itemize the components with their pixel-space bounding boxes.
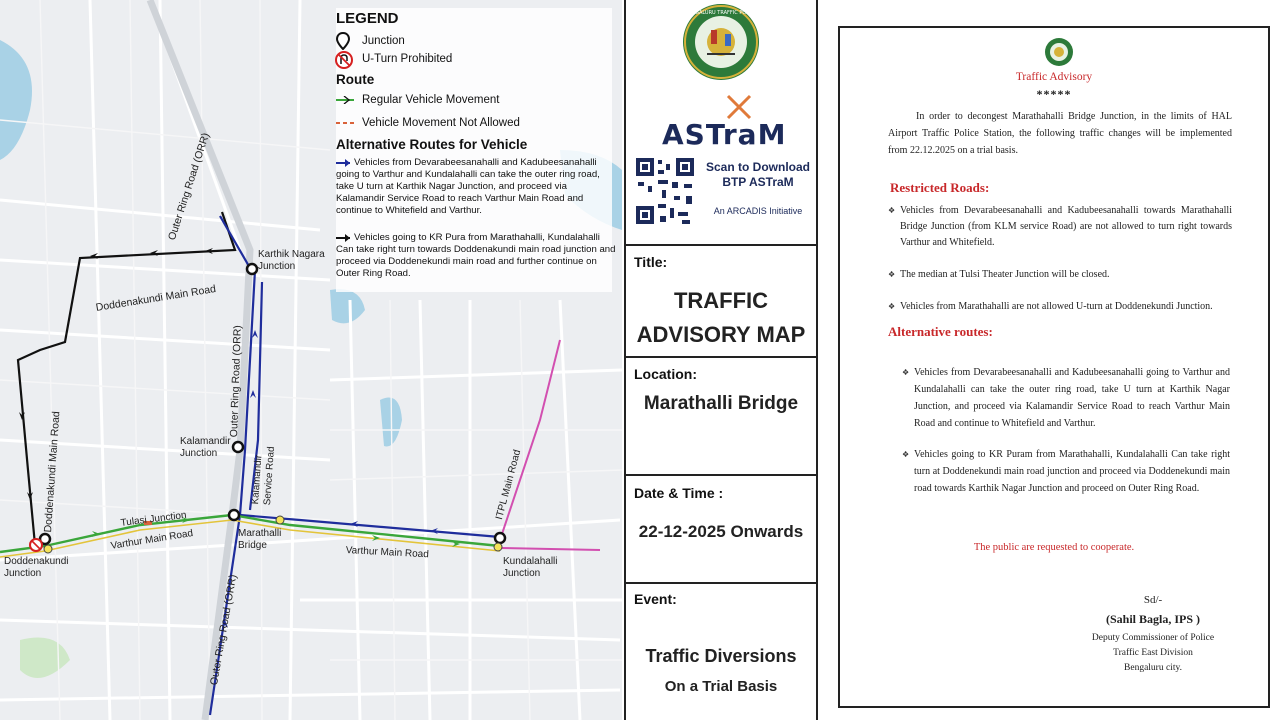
no-uturn-sign (30, 539, 42, 551)
advisory-intro: In order to decongest Marathahalli Bridge Junction, in the limits of HAL Airport Traffic Police Station, the following traffic changes will be implemented from 22.12.2025 on a trial basis. (888, 111, 1232, 156)
label-orr-mid: Outer Ring Road (ORR) (228, 325, 244, 438)
advisory-title: Traffic Advisory (1015, 71, 1093, 83)
title-value: TRAFFIC ADVISORY MAP (636, 288, 806, 347)
label-doddenakundi-junction: Doddenakundi Junction (4, 556, 69, 579)
label-varthur-right: Varthur Main Road (345, 545, 430, 561)
green-arrow-icon (336, 96, 356, 104)
label-kalamandir-service: Kalamandir Service Road (250, 446, 278, 506)
location-label: Location: (634, 366, 697, 382)
legend-junction: Junction (362, 35, 405, 47)
datetime-value: 22-12-2025 Onwards (638, 522, 804, 541)
junction-karthik-marker (247, 264, 257, 274)
signature-sd: Sd/- (1143, 594, 1163, 606)
restricted-item: ❖ The median at Tulsi Theater Junction will be closed. (888, 267, 1232, 283)
restricted-heading: Restricted Roads: (890, 180, 990, 195)
legend-alt2: Vehicles going to KR Pura from Marathahalli, Kundalahalli Can take right turn towards Doddenakundi main road junction and proceed via Doddenekundi main road and further continue on Outer Ring Road. (336, 232, 616, 279)
label-marathalli-bridge: Marathalli Bridge (238, 528, 282, 551)
label-doddenakundi-main-top: Doddenakundi Main Road (95, 283, 217, 314)
alternative-item: ❖ Vehicles going to KR Puram from Marathahalli, Kundalahalli Can take right turn at Doddenekundi main road junction and proceed via Doddenekundi main road towards Karthik Nagar Junction and proceed on Outer Ring Road. (902, 446, 1230, 497)
legend-alt-title: Alternative Routes for Vehicle (336, 137, 528, 152)
junction-marathalli-marker (229, 510, 239, 520)
label-orr-ne: Outer Ring Road (ORR) (166, 131, 213, 242)
signatory-name: (Sahil Bagla, IPS ) (1105, 612, 1201, 626)
label-karthik-junction: Karthik Nagara Junction (258, 249, 325, 272)
title-label: Title: (634, 254, 668, 270)
traffic-advisory-notice (838, 26, 1270, 708)
junction-kalamandir-marker (233, 442, 243, 452)
label-kalamandir-junction: Kalamandir Junction (180, 436, 231, 459)
no-uturn-icon (334, 50, 354, 70)
cooperate-note: The public are requested to cooperate. (973, 542, 1135, 553)
legend-title: LEGEND (336, 10, 399, 27)
legend-route-title: Route (336, 72, 375, 87)
advisory-stars: ***** (1036, 87, 1072, 101)
alternative-item: ❖ Vehicles from Devarabeesanahalli and Kadubeesanahalli going to Varthur and Kundalahalli can take the outer ring road, take U turn at Karthik Nagar Junction, and proceed via Kalamandir Service Road to reach Varthur Main Road and continue to Whitefield and Varthur. (902, 364, 1230, 432)
event-value: Traffic Diversions (645, 646, 797, 666)
label-doddenakundi-main-left: Doddenakundi Main Road (42, 410, 63, 533)
alternative-heading: Alternative routes: (888, 324, 993, 339)
info-panel (624, 0, 818, 720)
restricted-item: ❖ Vehicles from Devarabeesanahalli and Kadubeesanahalli towards Marathahalli Bridge Junction (from KLM service Road) are not allowed to turn right towards Varthur and Whitefield. (888, 203, 1232, 251)
police-emblem-icon (1044, 37, 1074, 67)
event-sub: On a Trial Basis (664, 678, 778, 695)
legend-regular: Regular Vehicle Movement (362, 94, 500, 106)
traffic-map (0, 0, 622, 720)
signatory-division: Traffic East Division (1113, 648, 1193, 658)
location-value: Marathalli Bridge (643, 393, 799, 414)
astram-logo-text: ASTraM (662, 118, 787, 151)
qr-code-icon[interactable] (634, 156, 696, 226)
label-orr-bottom: Outer Ring Road (ORR) (208, 573, 240, 687)
label-tulasi-junction: Tulasi Junction (120, 509, 188, 529)
junction-kundalahalli-marker (495, 533, 505, 543)
junction-pin-icon (336, 32, 350, 50)
scan-to-download-text: Scan to Download BTP ASTraM (705, 160, 810, 189)
restricted-item: ❖ Vehicles from Marathahalli are not allowed U-turn at Doddenekundi Junction. (888, 299, 1232, 315)
legend-alt1: Vehicles from Devarabeesanahalli and Kadubeesanahalli going to Varthur and Kundalahalli can take the outer ring road, take U turn at Karthik Nagar Junction, and proceed via Kalamandir Service Road to reach Varthur Main Road and continue to Whitefield and Varthur. (336, 157, 600, 216)
event-label: Event: (634, 591, 677, 607)
datetime-label: Date & Time : (634, 485, 724, 501)
legend-uturn: U-Turn Prohibited (362, 53, 453, 65)
legend-not-allowed: Vehicle Movement Not Allowed (362, 117, 520, 129)
logo-caption: BENGALURU TRAFFIC POLICE (684, 10, 758, 16)
label-itpl-main: ITPL Main Road (494, 448, 524, 521)
signatory-designation: Deputy Commissioner of Police (1091, 633, 1215, 643)
signatory-city: Bengaluru city. (1124, 663, 1182, 673)
label-kundalahalli-junction: Kundalahalli Junction (503, 556, 558, 579)
label-varthur-left: Varthur Main Road (110, 527, 194, 552)
traffic-police-logo (681, 2, 761, 82)
dashed-line-icon (336, 120, 356, 126)
arcadis-initiative: An ARCADIS Initiative (713, 206, 803, 216)
